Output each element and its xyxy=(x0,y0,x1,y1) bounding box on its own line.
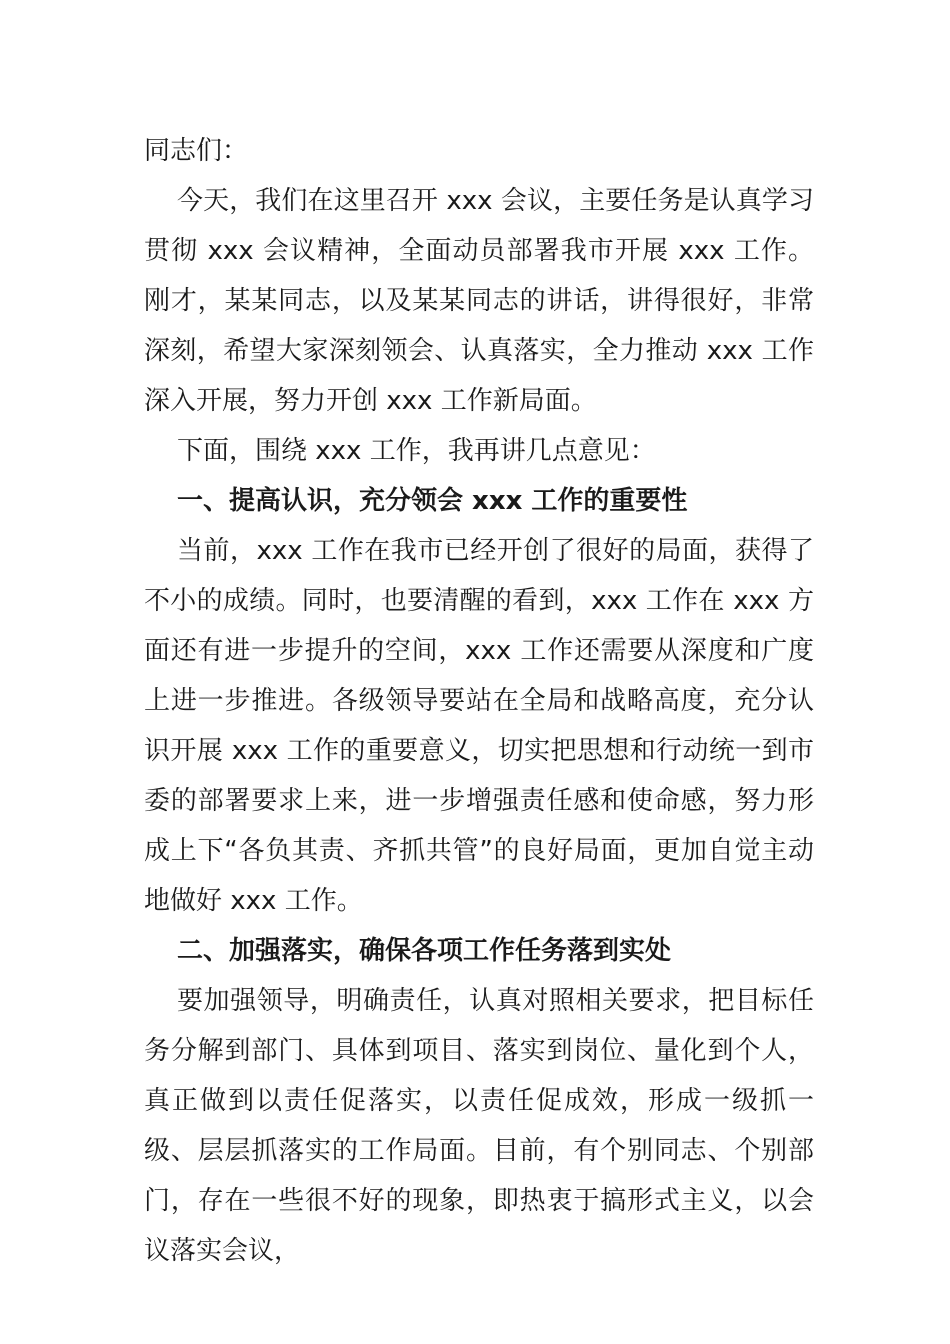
document-body xyxy=(144,126,814,1276)
section-heading-1: 一、提高认识，充分领会 xxx 工作的重要性 xyxy=(177,486,688,516)
salutation: 同志们： xyxy=(144,136,249,166)
section-2-paragraph: 要加强领导，明确责任，认真对照相关要求，把目标任务分解到部门、具体到项目、落实到岗位、量化到个人，真正做到以责任促落实，以责任促成效，形成一级抓一级、层层抓落实的工作局面。目前，有个别同志、个别部门，存在一些很不好的现象，即热衷于搞形式主义，以会议落实会议， xyxy=(144,986,814,1266)
transition-paragraph: 下面，围绕 xxx 工作，我再讲几点意见： xyxy=(177,436,656,466)
section-1-paragraph: 当前，xxx 工作在我市已经开创了很好的局面，获得了不小的成绩。同时，也要清醒的看到，xxx 工作在 xxx 方面还有进一步提升的空间，xxx 工作还需要从深度和广度上进一步推进。各级领导要站在全局和战略高度，充分认识开展 xxx 工作的重要意义，切实把思想和行动统一到市委的部署要求上来，进一步增强责任感和使命感，努力形成上下“各负其责、齐抓共管”的良好局面，更加自觉主动地做好 xxx 工作。 xyxy=(144,536,814,916)
section-heading-2: 二、加强落实，确保各项工作任务落到实处 xyxy=(177,936,672,966)
opening-paragraph: 今天，我们在这里召开 xxx 会议，主要任务是认真学习贯彻 xxx 会议精神，全面动员部署我市开展 xxx 工作。刚才，某某同志，以及某某同志的讲话，讲得很好，非常深刻，希望大家深刻领会、认真落实，全力推动 xxx 工作深入开展，努力开创 xxx 工作新局面。 xyxy=(144,186,814,416)
